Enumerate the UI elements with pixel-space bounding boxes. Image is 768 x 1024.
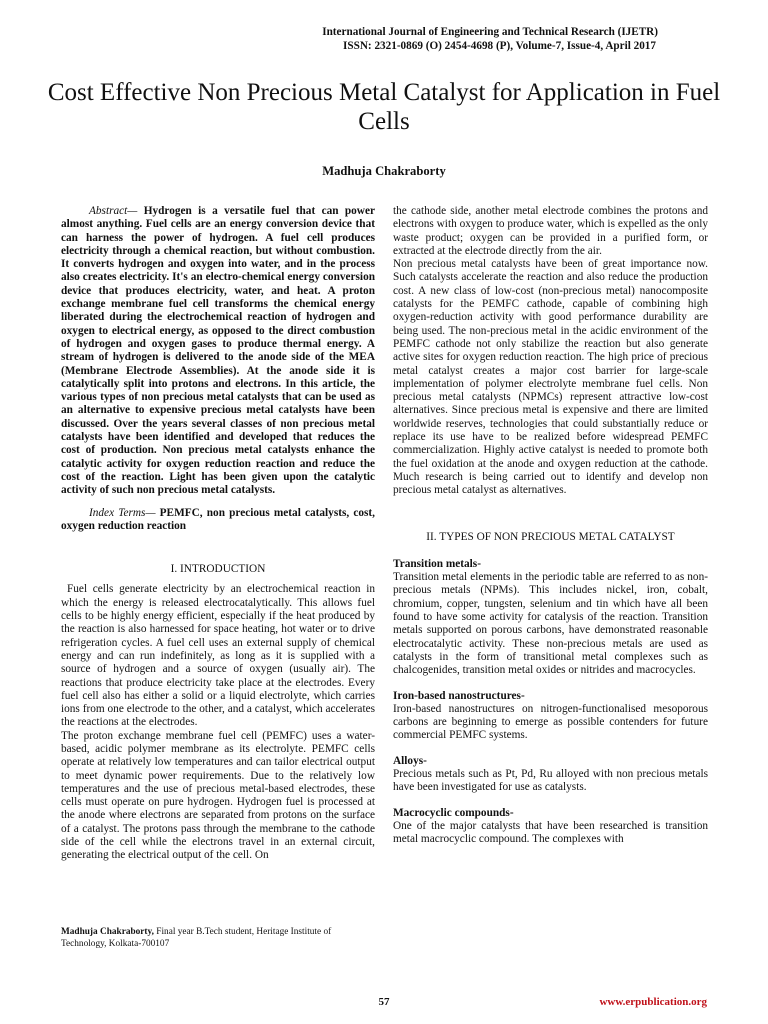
abstract-lead: Abstract— [89,205,138,217]
intro-paragraph-3: the cathode side, another metal electrode combines the protons and electrons with oxygen to produce water, which is expelled as the only waste product; oxygen can be provided in a purified form, or extracted at the electrode directly from the air. [393,205,708,257]
alloys-text: Precious metals such as Pt, Pd, Ru alloyed with non precious metals have been investigated for use as catalysts. [393,767,708,794]
index-terms [61,507,375,534]
author-name: Madhuja Chakraborty [322,164,446,178]
index-terms-lead: Index Terms— [89,506,156,519]
page-number: 57 [378,996,390,1008]
right-column [393,205,708,846]
journal-header [0,25,768,53]
journal-issn: ISSN: 2321-0869 (O) 2454-4698 (P), Volume-7, Issue-4, April 2017 [343,40,656,52]
section-heading-introduction: I. INTRODUCTION [170,563,266,576]
paper-title: Cost Effective Non Precious Metal Catalyst for Application in Fuel Cells [47,79,721,135]
macrocyclic-text: One of the major catalysts that have been researched is transition metal macrocyclic compound. The complexes with [393,819,708,846]
left-column [61,205,375,863]
index-terms-text: PEMFC, non precious metal catalysts, cost, oxygen reduction reaction [61,506,376,532]
subheading-alloys: Alloys- [393,754,427,767]
iron-based-text: Iron-based nanostructures on nitrogen-functionalised mesoporous carbons are beginning to emerge as possible contenders for future commercial PEMFC systems. [393,702,708,742]
transition-metals-text: Transition metal elements in the periodic table are referred to as non-precious metals (NPMs). This includes nickel, iron, cobalt, chromium, copper, tungsten, selenium and tin which have all been found to have some activity for catalysis of the reaction. Transition metals supported on porous carbons, have demonstrated reasonable electrocatalytic activity. These non-precious metals are used as catalysts in the form of transitional metal complexes such as chalcogenides, transition metal oxides or nitrides and macrocycles. [393,571,708,677]
intro-paragraph-1: Fuel cells generate electricity by an electrochemical reaction in which the energy is released electrocatalytically. This allows fuel cells to be highly energy efficient, especially if the heat produced by the reaction is also harnessed for space heating, hot water or to drive refrigeration cycles. A fuel cell uses an external supply of chemical energy and can run indefinitely, as long as it is supplied with a source of hydrogen and a source of oxygen (usually air). The reactions that produce electricity take place at the electrodes. Every fuel cell also has either a solid or a liquid electrolyte, which carries ions from one electrode to the other, and a catalyst, which accelerates the reactions at the electrodes. [61,583,375,729]
journal-name: International Journal of Engineering and Technical Research (IJETR) [322,26,658,38]
subheading-transition-metals: Transition metals- [393,557,481,570]
abstract [61,205,375,498]
subheading-macrocyclic: Macrocyclic compounds- [393,806,514,819]
intro-paragraph-4: Non precious metal catalysts have been of great importance now. Such catalysts accelerate the reaction and also reduce the production cost. A new class of low-cost (non-precious metal) nanocomposite catalysts for the PEMFC cathode, capable of combining high oxygen-reduction activity with good performance durability are being used. The non-precious metal in the acidic environment of the PEMFC cathode not only stabilize the reaction but also generate active sites for oxygen reduction reaction. The high price of precious metal catalyst creates a major cost barrier for large-scale implementation of polymer electrolyte membrane fuel cells. Non precious metal catalysts (NPMCs) represent attractive low-cost alternatives. Since precious metal is expensive and there are limited worldwide reserves, technologies that could substantially reduce or replace its use have to be realized before widespread PEMFC commercialization. Highly active catalyst is needed to promote both the fuel oxidation at the anode and oxygen reduction at the cathode. Much research is being carried out to identify and develop non precious metal catalyst as alternatives. [393,258,708,497]
abstract-text: Hydrogen is a versatile fuel that can power almost anything. Fuel cells are an energy conversion device that can harness the power of hydrogen. A fuel cell produces electricity through a chemical reaction, but without combustion. It converts hydrogen and oxygen into water, and in the process also creates electricity. It's an electro-chemical energy conversion device that produces electricity, water, and heat. A proton exchange membrane fuel cell transforms the chemical energy liberated during the electrochemical reaction of hydrogen and oxygen to electrical energy, as opposed to the direct combustion of hydrogen and oxygen gases to produce thermal energy. A stream of hydrogen is delivered to the anode side of the MEA (Membrane Electrode Assemblies). At the anode side it is catalytically split into protons and electrons. In this article, the various types of non precious metal catalysts that can be used as an alternative to expensive precious metal catalysts have been discussed. Over the years several classes of non precious metal catalysts have been identified and developed that reduces the cost of production. Non precious metal catalysts enhance the catalytic activity for oxygen reduction reaction and reduce the cost of the reaction. Light has been given upon the catalytic activity of such non precious metal catalysts. [61,205,375,497]
publisher-website-link[interactable]: www.erpublication.org [599,996,707,1008]
footnote-text: Final year B.Tech student, Heritage Institute of Technology, Kolkata-700107 [61,927,332,949]
author-footnote [61,927,375,951]
subheading-iron-based: Iron-based nanostructures- [393,689,525,702]
section-heading-types: II. TYPES OF NON PRECIOUS METAL CATALYST [426,530,675,543]
intro-paragraph-2: The proton exchange membrane fuel cell (PEMFC) uses a water-based, acidic polymer membrane as its electrolyte. PEMFC cells operate at relatively low temperatures and can tailor electrical output to meet dynamic power requirements. Due to the relatively low temperatures and the use of precious metal-based electrodes, these cells must operate on pure hydrogen. Hydrogen fuel is processed at the anode where electrons are separated from protons on the surface of a catalyst. The protons pass through the membrane to the cathode side of the cell while the electrons travel in an external circuit, generating the electrical output of the cell. On [61,729,375,862]
footnote-name: Madhuja Chakraborty, [61,927,154,937]
